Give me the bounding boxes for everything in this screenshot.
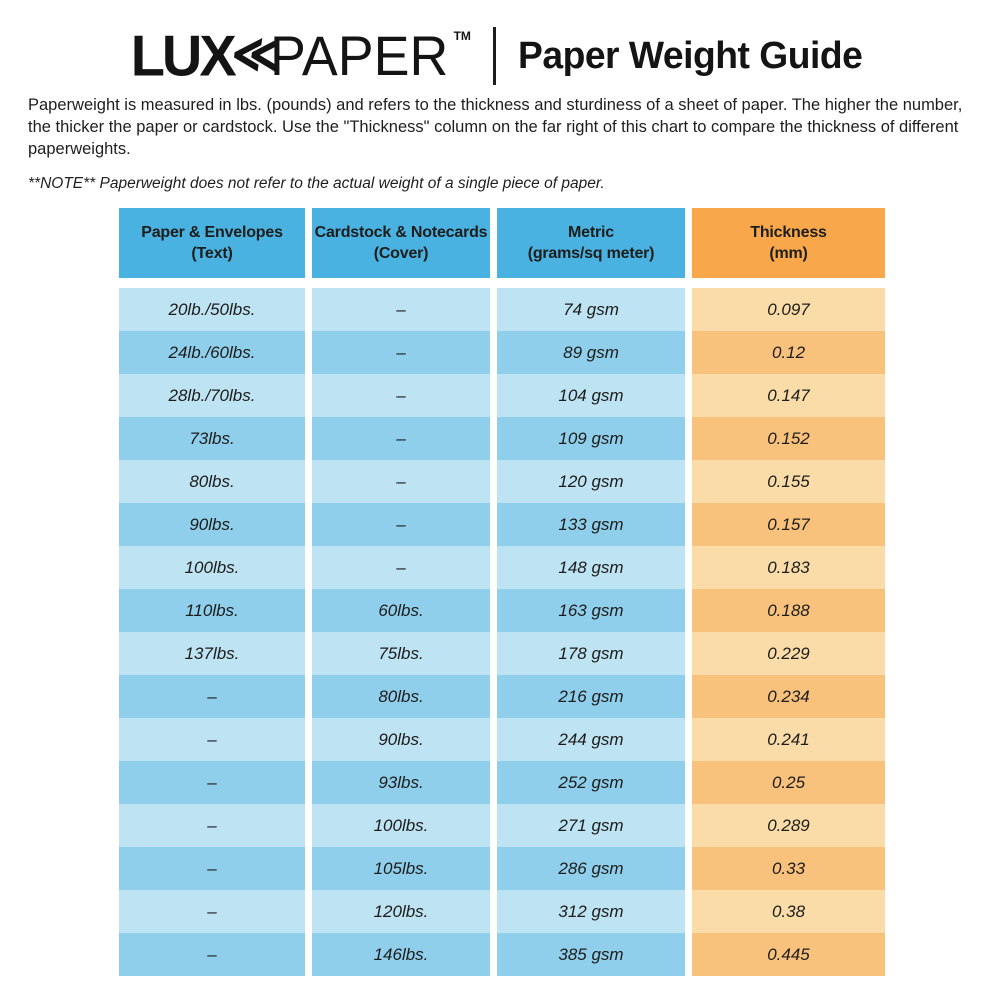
logo-chevrons-icon: ≪ — [227, 23, 279, 83]
table-cell: 244 gsm — [497, 718, 685, 761]
table-cell: 28lb./70lbs. — [119, 374, 305, 417]
table-cell: 104 gsm — [497, 374, 685, 417]
intro-paragraph: Paperweight is measured in lbs. (pounds) and refers to the thickness and sturdiness of a sheet of paper. The higher the number, the thicker the paper or cardstock. Use the "Thickness" column on the far right of this chart to compare the thickness of different paperweights. — [28, 96, 963, 158]
logo-lux-text: LUX — [130, 23, 234, 88]
table-cell: 90lbs. — [119, 503, 305, 546]
table-cell: 105lbs. — [312, 847, 490, 890]
column-header-2 — [312, 208, 490, 278]
table-cell: 74 gsm — [497, 288, 685, 331]
table-cell: 385 gsm — [497, 933, 685, 976]
table-cell: 120lbs. — [312, 890, 490, 933]
note-text: **NOTE** Paperweight does not refer to the actual weight of a single piece of paper. — [28, 175, 605, 192]
table-row — [119, 546, 885, 589]
table-cell: 271 gsm — [497, 804, 685, 847]
table-cell: – — [119, 804, 305, 847]
table-cell: 0.241 — [692, 718, 885, 761]
column-header-label: Cardstock & Notecards — [314, 224, 488, 241]
table-cell: 0.097 — [692, 288, 885, 331]
table-row — [119, 589, 885, 632]
table-row — [119, 761, 885, 804]
header — [0, 0, 1000, 88]
column-header-3 — [497, 208, 685, 278]
table-cell: 163 gsm — [497, 589, 685, 632]
table-row — [119, 288, 885, 331]
table-cell: – — [312, 288, 490, 331]
table-row — [119, 847, 885, 890]
table-cell: – — [312, 546, 490, 589]
table-cell: – — [119, 675, 305, 718]
table-cell: – — [119, 761, 305, 804]
paper-weight-table — [119, 208, 885, 976]
table-cell: 89 gsm — [497, 331, 685, 374]
column-header-sublabel: (mm) — [769, 245, 808, 262]
table-cell: 110lbs. — [119, 589, 305, 632]
table-row — [119, 632, 885, 675]
table-cell: – — [312, 331, 490, 374]
table-cell: 60lbs. — [312, 589, 490, 632]
table-cell: 137lbs. — [119, 632, 305, 675]
column-header-label: Metric — [568, 224, 614, 241]
table-cell: 100lbs. — [312, 804, 490, 847]
table-cell: 133 gsm — [497, 503, 685, 546]
table-cell: – — [312, 374, 490, 417]
logo-trademark: TM — [453, 29, 471, 43]
table-row — [119, 503, 885, 546]
table-cell: 120 gsm — [497, 460, 685, 503]
table-cell: 73lbs. — [119, 417, 305, 460]
lux-paper-logo — [130, 23, 471, 88]
table-row — [119, 890, 885, 933]
table-cell: – — [119, 890, 305, 933]
table-cell: 0.234 — [692, 675, 885, 718]
table-cell: 146lbs. — [312, 933, 490, 976]
table-body — [119, 288, 885, 976]
table-cell: – — [312, 503, 490, 546]
table-row — [119, 417, 885, 460]
table-row — [119, 374, 885, 417]
table-cell: 80lbs. — [119, 460, 305, 503]
table-header-row — [119, 208, 885, 278]
table-row — [119, 675, 885, 718]
table-cell: 109 gsm — [497, 417, 685, 460]
table-cell: 0.289 — [692, 804, 885, 847]
table-cell: 75lbs. — [312, 632, 490, 675]
table-cell: 0.12 — [692, 331, 885, 374]
table-cell: 252 gsm — [497, 761, 685, 804]
column-header-sublabel: (Cover) — [373, 245, 429, 262]
table-cell: 90lbs. — [312, 718, 490, 761]
column-header-sublabel: (grams/sq meter) — [527, 245, 655, 262]
table-row — [119, 460, 885, 503]
table-cell: 0.445 — [692, 933, 885, 976]
table-cell: 0.152 — [692, 417, 885, 460]
table-cell: – — [119, 718, 305, 761]
table-cell: – — [119, 847, 305, 890]
table-cell: 100lbs. — [119, 546, 305, 589]
table-cell: 0.38 — [692, 890, 885, 933]
table-cell: 0.33 — [692, 847, 885, 890]
table-cell: 312 gsm — [497, 890, 685, 933]
table-cell: 0.183 — [692, 546, 885, 589]
table-row — [119, 933, 885, 976]
table-cell: 93lbs. — [312, 761, 490, 804]
table-row — [119, 804, 885, 847]
table-row — [119, 331, 885, 374]
table-cell: 24lb./60lbs. — [119, 331, 305, 374]
table-cell: 80lbs. — [312, 675, 490, 718]
table-cell: 148 gsm — [497, 546, 685, 589]
page-title: Paper Weight Guide — [517, 34, 863, 77]
table-cell: 0.188 — [692, 589, 885, 632]
table-cell: 20lb./50lbs. — [119, 288, 305, 331]
table-cell: – — [119, 933, 305, 976]
logo-paper-text: PAPER — [269, 24, 449, 87]
column-header-label: Paper & Envelopes — [141, 224, 283, 241]
table-cell: 178 gsm — [497, 632, 685, 675]
column-header-1 — [119, 208, 305, 278]
column-header-4 — [692, 208, 885, 278]
table-cell: – — [312, 460, 490, 503]
table-cell: 0.155 — [692, 460, 885, 503]
table-cell: 0.157 — [692, 503, 885, 546]
table-cell: 0.147 — [692, 374, 885, 417]
table-cell: 286 gsm — [497, 847, 685, 890]
header-divider — [493, 27, 496, 85]
table-row — [119, 718, 885, 761]
column-header-label: Thickness — [750, 224, 827, 241]
column-header-sublabel: (Text) — [191, 245, 233, 262]
table-cell: 0.229 — [692, 632, 885, 675]
table-cell: 0.25 — [692, 761, 885, 804]
table-cell: 216 gsm — [497, 675, 685, 718]
table-cell: – — [312, 417, 490, 460]
